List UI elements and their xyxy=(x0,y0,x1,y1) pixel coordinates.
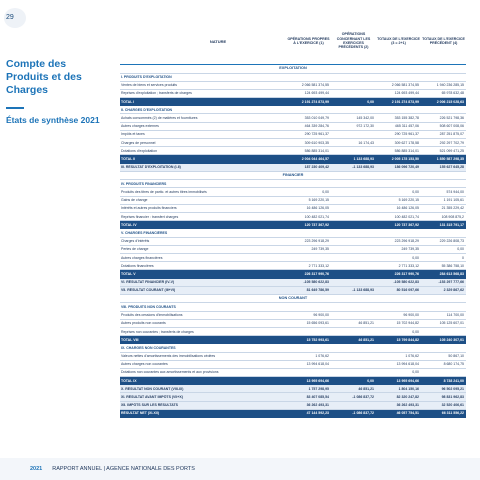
table-row xyxy=(120,393,466,401)
row-value: 105 240 307,01 xyxy=(439,337,464,342)
table-row xyxy=(120,303,466,311)
row-label: XI. RÉSULTAT AVANT IMPÔTS (VII+X) xyxy=(121,395,183,400)
table-row xyxy=(120,131,466,139)
table-row xyxy=(120,385,466,393)
page-number: 29 xyxy=(6,14,14,21)
row-value: 46 851,21 xyxy=(358,386,374,391)
row-label: VII. RÉSULTAT COURANT (III+VI) xyxy=(121,288,176,293)
row-value: 226 317 990,76 xyxy=(394,271,419,276)
header-col-total-year: TOTAUX DE L'EXERCICE (3 = 2+1) xyxy=(377,36,420,45)
row-value: -105 580 622,83 xyxy=(303,280,329,285)
row-value: 2 771 333,12 xyxy=(308,263,329,268)
row-label: II. CHARGES D'EXPLOITATION xyxy=(121,107,173,112)
header-col-current-ops: OPÉRATIONS PROPRES À L'EXERCICE (1) xyxy=(287,36,330,45)
row-value: 586 885 314,01 xyxy=(304,148,329,153)
side-panel xyxy=(6,58,102,126)
row-label: Achats consommés (2) de matières et fournitures xyxy=(121,116,198,121)
row-label: RÉSULTAT NET (XI-XII) xyxy=(121,411,159,416)
row-value: 0,00 xyxy=(367,378,374,383)
row-value: 574 944,00 xyxy=(446,190,464,195)
row-label: Produits des titres de partic. et autres titres immobilisés xyxy=(121,190,207,195)
row-value: 13 994 618,04 xyxy=(306,362,329,367)
row-value: 82 320 247,82 xyxy=(396,395,419,400)
row-value: 226 317 990,76 xyxy=(304,271,329,276)
table-row xyxy=(120,262,466,270)
row-label: Autres charges financières xyxy=(121,255,163,260)
section-band: NON COURANT xyxy=(120,295,466,304)
row-value: 36 262 493,31 xyxy=(396,403,419,408)
row-value: 0,00 xyxy=(412,190,419,195)
table-row xyxy=(120,238,466,246)
row-label: Autres produits non courants xyxy=(121,321,166,326)
row-value: 105 125 607,01 xyxy=(439,321,464,326)
section-band: FINANCIER xyxy=(120,172,466,181)
row-value: 36 262 493,31 xyxy=(306,403,329,408)
row-label: III. RÉSULTAT D'EXPLOITATION (I-II) xyxy=(121,165,181,170)
row-value: 309 627 178,58 xyxy=(394,140,419,145)
row-label: Dotations financières xyxy=(121,263,154,268)
row-label: Autres charges non courantes xyxy=(121,362,168,367)
table-row xyxy=(120,287,466,295)
row-value: 187 230 409,42 xyxy=(304,165,329,170)
table-body xyxy=(120,65,466,418)
row-value: 2 771 333,12 xyxy=(398,263,419,268)
row-value: 464 339 284,76 xyxy=(304,124,329,129)
row-value: 287 251 875,07 xyxy=(439,132,464,137)
row-label: X. RÉSULTAT NON COURANT (VIII-IX) xyxy=(121,386,184,391)
table-row xyxy=(120,123,466,131)
row-value: 186 096 720,49 xyxy=(394,165,419,170)
row-value: -153 297 777,66 xyxy=(438,280,464,285)
row-label: Reprises non courantes ; transferts de charges xyxy=(121,329,194,334)
row-label: Pertes de change xyxy=(121,247,149,252)
row-value: 8 680 174,75 xyxy=(443,362,464,367)
footer-year: 2021 xyxy=(30,466,43,472)
header-col-total-prev: TOTAUX DE L'EXERCICE PRÉCÉDENT (4) xyxy=(422,36,465,45)
row-value: 0,00 xyxy=(322,190,329,195)
row-label: Intérêts et autres produits financiers xyxy=(121,206,177,211)
row-value: 521 099 471,25 xyxy=(439,148,464,153)
row-value: 81 649 786,59 xyxy=(306,288,329,293)
income-statement-table xyxy=(120,18,466,418)
table-row xyxy=(120,229,466,237)
row-label: VI. RÉSULTAT FINANCIER (IV-V) xyxy=(121,280,175,285)
table-row xyxy=(120,74,466,82)
row-label: TOTAL II xyxy=(121,156,136,161)
row-value: 0,00 xyxy=(457,247,464,252)
table-row xyxy=(120,312,466,320)
row-value: 508 607 008,06 xyxy=(439,124,464,129)
row-value: 1 804 150,16 xyxy=(398,386,419,391)
title-divider xyxy=(6,107,24,109)
row-value: 1 191 105,61 xyxy=(443,198,464,203)
row-label: TOTAL IV xyxy=(121,222,137,227)
row-label: Reprises d'exploitation ; transferts de charges xyxy=(121,91,192,96)
table-row xyxy=(120,353,466,361)
table-row xyxy=(120,90,466,98)
row-value: 0,00 xyxy=(367,99,374,104)
table-row xyxy=(120,254,466,262)
row-value: 16 486 126,05 xyxy=(306,206,329,211)
row-value: 32 520 406,61 xyxy=(441,403,464,408)
row-value: 2 066 581 374,55 xyxy=(301,83,329,88)
row-value: 586 885 314,01 xyxy=(394,148,419,153)
table-row xyxy=(120,377,466,385)
row-label: TOTAL V xyxy=(121,271,136,276)
row-value: 13 995 694,66 xyxy=(306,378,329,383)
table-row xyxy=(120,188,466,196)
row-value: 2 005 178 153,50 xyxy=(391,156,419,161)
table-row xyxy=(120,213,466,221)
row-value: 226 521 798,36 xyxy=(439,116,464,121)
table-row xyxy=(120,197,466,205)
row-label: Dotations non courantes aux amortissements et aux provisions xyxy=(121,370,219,375)
row-label: Ventes de biens et services produits xyxy=(121,83,178,88)
table-row xyxy=(120,410,466,418)
row-value: 229 226 808,73 xyxy=(439,239,464,244)
page-footer xyxy=(0,458,480,480)
row-value: 15 702 944,82 xyxy=(396,321,419,326)
row-label: I. PRODUITS D'EXPLOITATION xyxy=(121,75,172,80)
table-row xyxy=(120,344,466,352)
row-value: 80 516 097,66 xyxy=(396,288,419,293)
row-value: 47 144 592,23 xyxy=(306,411,329,416)
row-value: 65 978 632,48 xyxy=(441,91,464,96)
row-value: 1 076,62 xyxy=(315,354,329,359)
row-value: 120 737 367,92 xyxy=(394,222,419,227)
row-value: 83 407 085,54 xyxy=(306,395,329,400)
row-value: 290 725 961,37 xyxy=(394,132,419,137)
row-value: 465 311 457,06 xyxy=(394,124,419,129)
header-nature: NATURE xyxy=(209,38,227,44)
table-row xyxy=(120,147,466,155)
row-label: Charges d'intérêts xyxy=(121,239,150,244)
row-label: Gains de change xyxy=(121,198,148,203)
row-value: 2 191 274 873,99 xyxy=(301,99,329,104)
section-subtitle: États de synthèse 2021 xyxy=(6,114,100,125)
row-value: 15 799 844,82 xyxy=(396,337,419,342)
row-value: 46 851,21 xyxy=(358,321,374,326)
row-value: 16 486 126,05 xyxy=(396,206,419,211)
row-value: 108 908 875,2 xyxy=(441,214,464,219)
row-value: 66 311 556,22 xyxy=(441,411,464,416)
table-row xyxy=(120,361,466,369)
row-value: 2 004 044 464,57 xyxy=(301,156,329,161)
table-row xyxy=(120,114,466,122)
table-row xyxy=(120,82,466,90)
row-value: 1 757 298,95 xyxy=(308,386,329,391)
row-label: TOTAL IX xyxy=(121,378,137,383)
row-value: 292 297 702,79 xyxy=(439,140,464,145)
table-row xyxy=(120,270,466,278)
table-row xyxy=(120,320,466,328)
row-value: 5 169 220,15 xyxy=(308,198,329,203)
row-value: -1 133 688,93 xyxy=(352,165,374,170)
row-value: 50 867,10 xyxy=(448,354,464,359)
header-col-prior-ops: OPÉRATIONS CONCERNANT LES EXERCICES PRÉCÉDENTS (2) xyxy=(336,32,371,50)
row-value: 100 482 021,74 xyxy=(304,214,329,219)
row-value: -1 086 837,72 xyxy=(352,395,374,400)
row-value: 249 739,35 xyxy=(311,247,329,252)
row-value: 131 315 791,17 xyxy=(439,222,464,227)
table-header xyxy=(120,18,466,65)
row-value: 290 725 961,37 xyxy=(304,132,329,137)
row-value: 15 656 093,61 xyxy=(306,321,329,326)
row-value: 124 693 499,44 xyxy=(394,91,419,96)
table-row xyxy=(120,205,466,213)
row-label: Valeurs nettes d'amortissements des immobilisations cédées xyxy=(121,354,216,359)
row-value: 120 737 367,92 xyxy=(304,222,329,227)
row-value: 353 155 382,78 xyxy=(394,116,419,121)
row-value: 145 342,00 xyxy=(356,116,374,121)
row-value: -1 133 688,93 xyxy=(352,288,374,293)
row-value: 21 355 229,42 xyxy=(441,206,464,211)
row-value: 96 900,00 xyxy=(313,313,329,318)
row-label: Dotations d'exploitation xyxy=(121,148,158,153)
section-band: EXPLOITATION xyxy=(120,65,466,74)
row-value: 8 738 241,00 xyxy=(443,378,464,383)
table-row xyxy=(120,336,466,344)
row-label: Impôts et taxes xyxy=(121,132,145,137)
row-label: TOTAL VIII xyxy=(121,337,139,342)
row-value: 309 610 903,35 xyxy=(304,140,329,145)
row-value: 0,00 xyxy=(412,329,419,334)
table-row xyxy=(120,106,466,114)
row-value: 2 191 274 873,99 xyxy=(391,99,419,104)
row-value: 1 133 688,93 xyxy=(353,156,374,161)
row-label: VIII. PRODUITS NON COURANTS xyxy=(121,304,176,309)
table-row xyxy=(120,180,466,188)
row-value: 13 995 694,66 xyxy=(396,378,419,383)
row-value: 46 057 754,51 xyxy=(396,411,419,416)
row-value: 0 xyxy=(462,255,464,260)
row-value: 353 010 049,79 xyxy=(304,116,329,121)
row-value: 249 739,35 xyxy=(401,247,419,252)
row-label: Autres charges externes xyxy=(121,124,159,129)
row-value: -105 580 622,83 xyxy=(393,280,419,285)
row-value: 2 329 867,62 xyxy=(443,288,464,293)
row-value: 98 831 962,83 xyxy=(441,395,464,400)
table-row xyxy=(120,246,466,254)
table-row xyxy=(120,279,466,287)
row-value: 114 700,00 xyxy=(446,313,464,318)
table-row xyxy=(120,164,466,172)
row-label: IX. CHARGES NON COURANTES xyxy=(121,345,176,350)
footer-report: RAPPORT ANNUEL | AGENCE NATIONALE DES PORTS xyxy=(52,466,195,472)
table-row xyxy=(120,369,466,377)
row-label: V. CHARGES FINANCIÈRES xyxy=(121,230,168,235)
row-value: 223 296 918,29 xyxy=(394,239,419,244)
row-value: 124 693 499,44 xyxy=(304,91,329,96)
row-value: 1 850 587 298,35 xyxy=(436,156,464,161)
row-label: Produits des cessions d'immobilisations xyxy=(121,313,183,318)
row-label: TOTAL I xyxy=(121,99,135,104)
row-value: 972 172,30 xyxy=(356,124,374,129)
row-value: 1 076,62 xyxy=(405,354,419,359)
row-value: 5 169 220,15 xyxy=(398,198,419,203)
table-row xyxy=(120,139,466,147)
row-value: 0,00 xyxy=(412,255,419,260)
row-label: XII. IMPÔTS SUR LES RÉSULTATS xyxy=(121,403,178,408)
row-value: 155 627 645,28 xyxy=(439,165,464,170)
row-label: Charges de personnel xyxy=(121,140,156,145)
row-value: 0,00 xyxy=(412,370,419,375)
table-row xyxy=(120,402,466,410)
row-label: IV. PRODUITS FINANCIERS xyxy=(121,181,167,186)
row-value: 15 752 993,61 xyxy=(306,337,329,342)
row-value: -1 086 837,72 xyxy=(352,411,374,416)
row-value: 2 006 215 028,63 xyxy=(436,99,464,104)
section-title: Compte des Produits et des Charges xyxy=(6,58,82,96)
row-label: Reprises financier : transfert charges xyxy=(121,214,179,219)
row-value: 1 940 236 285,15 xyxy=(436,83,464,88)
row-value: 100 482 021,74 xyxy=(394,214,419,219)
table-row xyxy=(120,98,466,106)
table-row xyxy=(120,328,466,336)
table-row xyxy=(120,221,466,229)
row-value: 55 386 758,10 xyxy=(441,263,464,268)
row-value: 13 994 618,04 xyxy=(396,362,419,367)
row-value: 96 502 095,21 xyxy=(441,386,464,391)
row-value: 284 613 568,83 xyxy=(439,271,464,276)
row-value: 96 900,00 xyxy=(403,313,419,318)
row-value: 223 296 918,29 xyxy=(304,239,329,244)
table-row xyxy=(120,155,466,163)
row-value: 2 066 581 374,55 xyxy=(391,83,419,88)
row-value: 16 174,43 xyxy=(358,140,374,145)
row-value: 46 851,21 xyxy=(358,337,374,342)
